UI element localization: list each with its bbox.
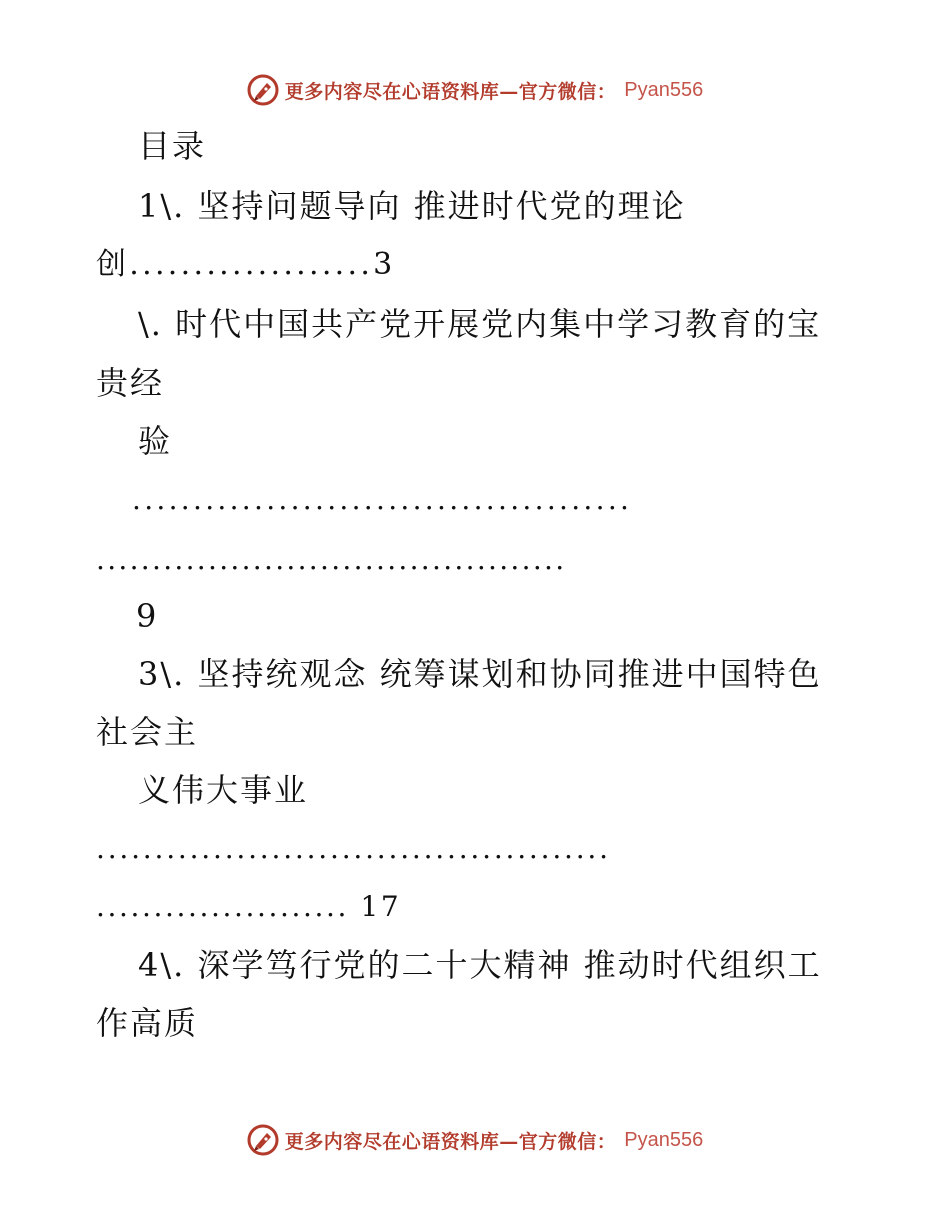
toc-line-14: 4\. 深学笃行党的二十大精神 推动时代组织工 <box>138 946 822 984</box>
watermark-account: Pyan556 <box>624 78 704 101</box>
footer-watermark <box>0 1120 950 1160</box>
toc-line-9: 3\. 坚持统观念 统筹谋划和协同推进中国特色 <box>138 655 822 693</box>
toc-line-1: 1\. 坚持问题导向 推进时代党的理论 <box>138 187 686 225</box>
toc-line-3: \. 时代中国共产党开展党内集中学习教育的宝 <box>138 305 822 343</box>
watermark-text: 更多内容尽在心语资料库—官方微信： <box>284 80 617 103</box>
pen-nib-logo-icon <box>247 74 279 106</box>
toc-line-7: .......................................... <box>96 543 567 576</box>
toc-line-5: 验 <box>138 422 173 460</box>
toc-line-11: 义伟大事业 <box>138 771 309 809</box>
toc-line-12: ............................................ <box>96 832 611 865</box>
toc-line-4: 贵经 <box>96 364 165 402</box>
header-watermark <box>0 70 950 110</box>
watermark-text: 更多内容尽在心语资料库—官方微信： <box>284 1130 617 1153</box>
toc-line-10: 社会主 <box>96 713 199 751</box>
toc-line-13: ...................... 17 <box>96 890 402 923</box>
toc-title: 目录 <box>138 127 207 165</box>
toc-line-15: 作高质 <box>96 1004 199 1042</box>
toc-line-2: 创...................3 <box>96 247 396 282</box>
pen-nib-logo-icon <box>247 1124 279 1156</box>
toc-line-8: 9 <box>136 597 159 635</box>
toc-line-6: ......................................... <box>132 483 633 516</box>
watermark-account: Pyan556 <box>624 1128 704 1151</box>
